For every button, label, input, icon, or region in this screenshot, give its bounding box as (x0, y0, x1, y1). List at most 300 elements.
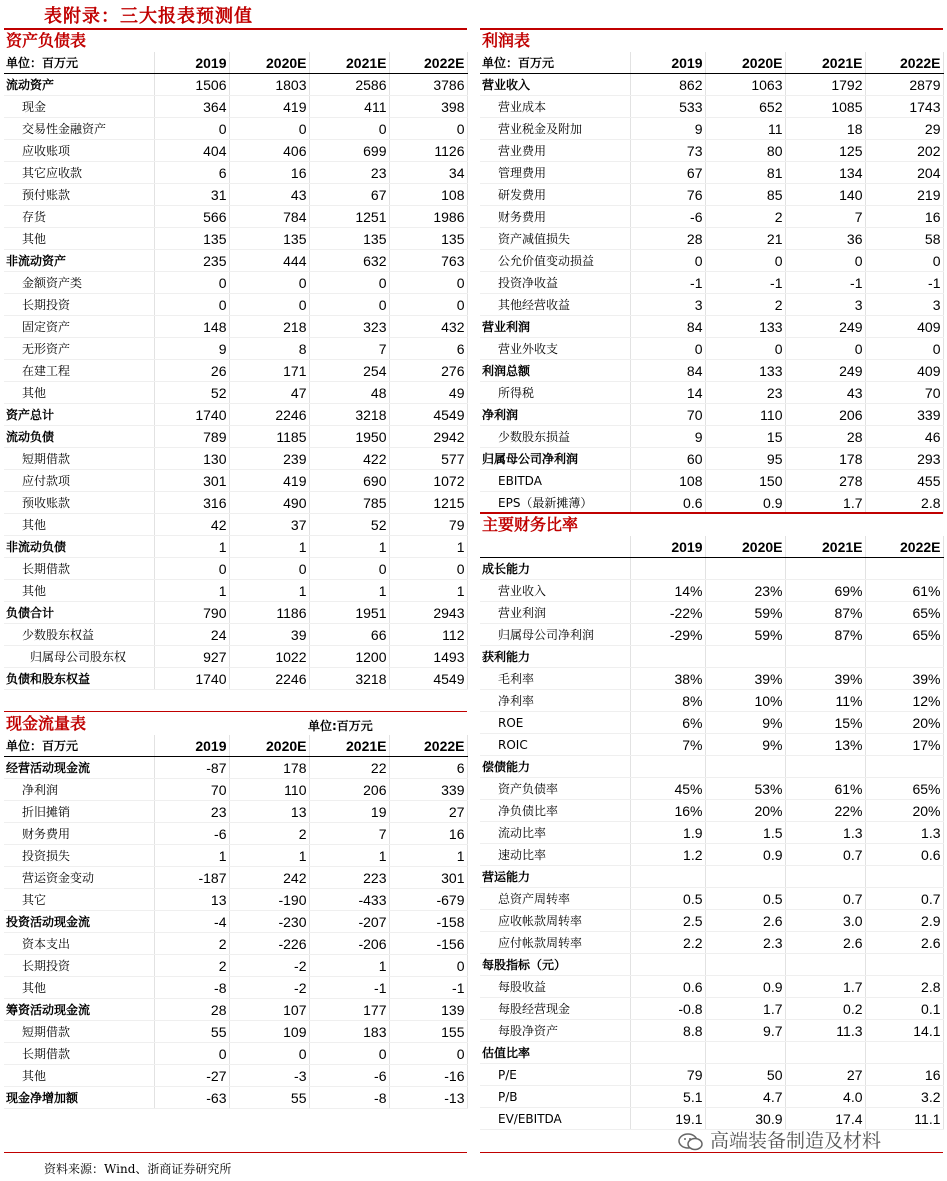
row-label: 管理费用 (480, 162, 630, 184)
table-row (4, 96, 467, 118)
table-row (4, 536, 467, 558)
row-label: 总资产周转率 (480, 888, 630, 910)
row-label: 营运资金变动 (4, 867, 154, 889)
cell-value: 31 (154, 184, 229, 206)
row-label: 其他 (4, 382, 154, 404)
cell-value: -156 (389, 933, 467, 955)
cell-value: 6 (389, 757, 467, 779)
row-label: ROIC (480, 734, 630, 756)
cell-value: 316 (154, 492, 229, 514)
row-label: 净负债比率 (480, 800, 630, 822)
cell-value: 0 (309, 558, 389, 580)
table-row (4, 272, 467, 294)
row-label: 其他 (4, 514, 154, 536)
table-row (480, 228, 943, 250)
unit-label (480, 536, 630, 558)
income-statement-panel (480, 28, 943, 514)
cell-value: 42 (154, 514, 229, 536)
cell-value: 16 (865, 206, 943, 228)
cell-value: 84 (630, 360, 705, 382)
cell-value: 9% (705, 712, 785, 734)
cell-value: 0 (154, 118, 229, 140)
cell-value: 3.2 (865, 1086, 943, 1108)
cell-value: 28 (630, 228, 705, 250)
cell-value: 218 (229, 316, 309, 338)
cell-value: 254 (309, 360, 389, 382)
cell-value: 70 (154, 779, 229, 801)
table-row (4, 646, 467, 668)
ratios-panel (480, 512, 943, 1130)
cell-value: 0.7 (785, 844, 865, 866)
cell-value: 1 (309, 536, 389, 558)
cell-value: 2246 (229, 404, 309, 426)
table-row (480, 118, 943, 140)
cell-value: -1 (630, 272, 705, 294)
table-row (480, 690, 943, 712)
cell-value: 404 (154, 140, 229, 162)
cell-value: 0 (389, 558, 467, 580)
cell-value: 6% (630, 712, 705, 734)
cell-value: 2 (154, 933, 229, 955)
cell-value: 134 (785, 162, 865, 184)
cell-value (705, 756, 785, 778)
table-row (4, 426, 467, 448)
year-header: 2022E (389, 52, 467, 74)
cell-value: 23% (705, 580, 785, 602)
table-row (480, 998, 943, 1020)
cell-value: -2 (229, 977, 309, 999)
cell-value: 20% (865, 800, 943, 822)
row-label: 速动比率 (480, 844, 630, 866)
row-label: 所得税 (480, 382, 630, 404)
page-title: 表附录：三大报表预测值 (44, 6, 253, 27)
cell-value: 533 (630, 96, 705, 118)
table-row (4, 184, 467, 206)
cell-value: -207 (309, 911, 389, 933)
cell-value: 1 (309, 955, 389, 977)
cell-value: 53% (705, 778, 785, 800)
cell-value: -6 (309, 1065, 389, 1087)
cell-value: 0.6 (630, 976, 705, 998)
source-note: 资料来源：Wind、浙商证券研究所 (44, 1162, 232, 1176)
table-row (480, 74, 943, 96)
table-row (4, 933, 467, 955)
cell-value: 9% (705, 734, 785, 756)
cell-value: 1493 (389, 646, 467, 668)
cell-value: 21 (705, 228, 785, 250)
cell-value (785, 866, 865, 888)
cell-value: 1950 (309, 426, 389, 448)
cell-value: 204 (865, 162, 943, 184)
cell-value: 2 (154, 955, 229, 977)
table-row (480, 448, 943, 470)
cell-value: 110 (229, 779, 309, 801)
cell-value: -29% (630, 624, 705, 646)
cell-value: 1063 (705, 74, 785, 96)
row-label: 在建工程 (4, 360, 154, 382)
cell-value: 784 (229, 206, 309, 228)
year-header: 2020E (229, 52, 309, 74)
table-row (4, 206, 467, 228)
cell-value: 2.8 (865, 976, 943, 998)
table-row (4, 1043, 467, 1065)
cell-value: 39 (229, 624, 309, 646)
cell-value: 0.5 (630, 888, 705, 910)
table-row (4, 360, 467, 382)
cell-value: 135 (309, 228, 389, 250)
row-label: 无形资产 (4, 338, 154, 360)
cell-value: 0 (154, 1043, 229, 1065)
cell-value: 27 (785, 1064, 865, 1086)
row-label: 其它应收款 (4, 162, 154, 184)
cell-value: 1 (229, 845, 309, 867)
table-row (480, 206, 943, 228)
cell-value: 69% (785, 580, 865, 602)
table-row (480, 316, 943, 338)
cell-value: 0 (389, 272, 467, 294)
cell-value (785, 954, 865, 976)
cell-value: 20% (705, 800, 785, 822)
cell-value: -8 (309, 1087, 389, 1109)
header-row (4, 52, 467, 74)
row-label: EBITDA (480, 470, 630, 492)
cell-value: 278 (785, 470, 865, 492)
cell-value: 50 (705, 1064, 785, 1086)
cell-value (630, 756, 705, 778)
row-label: 获利能力 (480, 646, 630, 668)
row-label: 应付款项 (4, 470, 154, 492)
cell-value: 2.8 (865, 492, 943, 514)
cell-value: 0 (705, 338, 785, 360)
cell-value: 48 (309, 382, 389, 404)
row-label: 其他经营收益 (480, 294, 630, 316)
row-label: 营业收入 (480, 74, 630, 96)
table-row (480, 140, 943, 162)
cell-value: 61% (785, 778, 865, 800)
cell-value: 23 (154, 801, 229, 823)
year-header: 2021E (309, 735, 389, 757)
cell-value: 177 (309, 999, 389, 1021)
table-row (4, 514, 467, 536)
row-label: 每股收益 (480, 976, 630, 998)
table-row (480, 294, 943, 316)
cell-value (865, 1042, 943, 1064)
cell-value: 1986 (389, 206, 467, 228)
table-row (480, 778, 943, 800)
year-header: 2022E (865, 52, 943, 74)
table-row (480, 910, 943, 932)
cell-value: 0 (705, 250, 785, 272)
cell-value: 45% (630, 778, 705, 800)
cell-value: 3218 (309, 668, 389, 690)
cell-value: 0 (229, 272, 309, 294)
cell-value: 444 (229, 250, 309, 272)
cell-value: 178 (229, 757, 309, 779)
cell-value: -27 (154, 1065, 229, 1087)
cell-value: -3 (229, 1065, 309, 1087)
year-header: 2021E (309, 52, 389, 74)
cell-value: 242 (229, 867, 309, 889)
cell-value: 108 (389, 184, 467, 206)
cell-value: 339 (389, 779, 467, 801)
row-label: 归属母公司股东权 (4, 646, 154, 668)
row-label: 筹资活动现金流 (4, 999, 154, 1021)
cell-value: 1186 (229, 602, 309, 624)
table-row (4, 228, 467, 250)
cell-value: 3218 (309, 404, 389, 426)
cell-value: 2 (229, 823, 309, 845)
cell-value: 432 (389, 316, 467, 338)
cell-value: 690 (309, 470, 389, 492)
table-row (480, 558, 943, 580)
cell-value: 0.7 (785, 888, 865, 910)
cell-value: 206 (785, 404, 865, 426)
cell-value: 60 (630, 448, 705, 470)
table-row (480, 800, 943, 822)
cell-value: 36 (785, 228, 865, 250)
table-row (4, 338, 467, 360)
row-label: 折旧摊销 (4, 801, 154, 823)
table-row (480, 470, 943, 492)
cell-value: 87% (785, 624, 865, 646)
unit-label: 单位：百万元 (480, 52, 630, 74)
cell-value: 1 (154, 845, 229, 867)
row-label: 长期投资 (4, 294, 154, 316)
cell-value: 18 (785, 118, 865, 140)
cell-value: 4.0 (785, 1086, 865, 1108)
cell-value: 2.2 (630, 932, 705, 954)
row-label: 营运能力 (480, 866, 630, 888)
cell-value: 1.7 (785, 492, 865, 514)
header-row (480, 52, 943, 74)
row-label: P/B (480, 1086, 630, 1108)
table-row (480, 734, 943, 756)
table-row (4, 118, 467, 140)
row-label: 应付帐款周转率 (480, 932, 630, 954)
cell-value: 39% (785, 668, 865, 690)
cell-value: 9 (630, 426, 705, 448)
cell-value: 80 (705, 140, 785, 162)
table-row (4, 74, 467, 96)
cell-value: 140 (785, 184, 865, 206)
cell-value: -158 (389, 911, 467, 933)
table-row (4, 602, 467, 624)
cell-value: 22 (309, 757, 389, 779)
cell-value (705, 866, 785, 888)
watermark-text: 高端装备制造及材料 (710, 1130, 882, 1152)
row-label: 其它 (4, 889, 154, 911)
cell-value: 2246 (229, 668, 309, 690)
cell-value (785, 558, 865, 580)
cell-value: 16% (630, 800, 705, 822)
cell-value: 2.5 (630, 910, 705, 932)
table-row (480, 668, 943, 690)
cell-value: 1506 (154, 74, 229, 96)
row-label: 其他 (4, 228, 154, 250)
income-statement-table (480, 52, 944, 514)
cell-value: 73 (630, 140, 705, 162)
row-label: 毛利率 (480, 668, 630, 690)
cell-value: 14 (630, 382, 705, 404)
cell-value: 7% (630, 734, 705, 756)
cell-value: 38% (630, 668, 705, 690)
cell-value: 0 (785, 338, 865, 360)
row-label: P/E (480, 1064, 630, 1086)
table-row (480, 492, 943, 514)
cell-value: 150 (705, 470, 785, 492)
cell-value: 409 (865, 316, 943, 338)
row-label: 少数股东权益 (4, 624, 154, 646)
row-label: 长期借款 (4, 1043, 154, 1065)
cell-value: 1 (154, 580, 229, 602)
cell-value: -230 (229, 911, 309, 933)
row-label: 每股指标（元） (480, 954, 630, 976)
cell-value: 1085 (785, 96, 865, 118)
year-header: 2019 (154, 52, 229, 74)
row-label: 净利润 (480, 404, 630, 426)
cell-value: 1 (309, 580, 389, 602)
cell-value: 9 (154, 338, 229, 360)
cell-value: 1 (389, 580, 467, 602)
ratios-title: 主要财务比率 (482, 515, 579, 534)
cell-value: 1022 (229, 646, 309, 668)
cell-value: 1740 (154, 404, 229, 426)
cell-value: 490 (229, 492, 309, 514)
cell-value: 301 (389, 867, 467, 889)
cell-value: 6 (389, 338, 467, 360)
cell-value: 3 (865, 294, 943, 316)
cell-value: -1 (309, 977, 389, 999)
row-label: 预收账款 (4, 492, 154, 514)
row-label: 其他 (4, 580, 154, 602)
year-header: 2019 (630, 536, 705, 558)
cell-value: 699 (309, 140, 389, 162)
cell-value: 1.3 (785, 822, 865, 844)
cell-value: -16 (389, 1065, 467, 1087)
row-label: 金额资产类 (4, 272, 154, 294)
header-row (480, 536, 943, 558)
cell-value: 47 (229, 382, 309, 404)
cell-value: 0 (309, 272, 389, 294)
cell-value: 5.1 (630, 1086, 705, 1108)
row-label: 短期借款 (4, 448, 154, 470)
cell-value: 1.7 (705, 998, 785, 1020)
row-label: 少数股东损益 (480, 426, 630, 448)
cell-value (865, 558, 943, 580)
cell-value: 6 (154, 162, 229, 184)
cell-value: 1792 (785, 74, 865, 96)
cell-value: -190 (229, 889, 309, 911)
cell-value (785, 646, 865, 668)
cell-value: 139 (389, 999, 467, 1021)
cell-value: -22% (630, 602, 705, 624)
row-label: 现金 (4, 96, 154, 118)
cell-value: 8 (229, 338, 309, 360)
cell-value: 66 (309, 624, 389, 646)
table-row (4, 999, 467, 1021)
cell-value: 927 (154, 646, 229, 668)
row-label: 营业利润 (480, 602, 630, 624)
cell-value (705, 1042, 785, 1064)
cell-value: 0 (154, 272, 229, 294)
cell-value: 112 (389, 624, 467, 646)
row-label: 流动负债 (4, 426, 154, 448)
cell-value: 10% (705, 690, 785, 712)
cell-value: 107 (229, 999, 309, 1021)
cell-value (630, 866, 705, 888)
cell-value: 419 (229, 470, 309, 492)
row-label: 现金净增加额 (4, 1087, 154, 1109)
cell-value: 79 (630, 1064, 705, 1086)
table-row (4, 801, 467, 823)
table-row (480, 888, 943, 910)
cell-value: 1 (229, 580, 309, 602)
cell-value: -13 (389, 1087, 467, 1109)
cell-value: 1251 (309, 206, 389, 228)
table-row (4, 404, 467, 426)
cell-value: 59% (705, 624, 785, 646)
cell-value: 0 (389, 294, 467, 316)
cell-value: 1 (154, 536, 229, 558)
cell-value: 3.0 (785, 910, 865, 932)
table-row (4, 492, 467, 514)
cell-value: -6 (630, 206, 705, 228)
row-label: 负债和股东权益 (4, 668, 154, 690)
cell-value: 2586 (309, 74, 389, 96)
cell-value: 2.6 (785, 932, 865, 954)
cell-value: 323 (309, 316, 389, 338)
table-row (480, 250, 943, 272)
row-label: ROE (480, 712, 630, 734)
cell-value: 206 (309, 779, 389, 801)
cell-value: 79 (389, 514, 467, 536)
row-label: 归属母公司净利润 (480, 624, 630, 646)
cell-value: 19 (309, 801, 389, 823)
table-row (480, 756, 943, 778)
cell-value: 8% (630, 690, 705, 712)
cell-value: 87% (785, 602, 865, 624)
cell-value: 8.8 (630, 1020, 705, 1042)
balance-sheet-panel (4, 28, 467, 690)
table-row (4, 1021, 467, 1043)
cell-value: 0 (865, 338, 943, 360)
cell-value: -8 (154, 977, 229, 999)
table-row (480, 184, 943, 206)
cell-value: -1 (785, 272, 865, 294)
year-header: 2020E (705, 52, 785, 74)
row-label: 净利润 (4, 779, 154, 801)
cell-value (785, 1042, 865, 1064)
row-label: 投资活动现金流 (4, 911, 154, 933)
cell-value: -206 (309, 933, 389, 955)
cell-value: 1 (389, 536, 467, 558)
table-row (480, 1020, 943, 1042)
cell-value: 1740 (154, 668, 229, 690)
cell-value: 202 (865, 140, 943, 162)
cell-value: 59% (705, 602, 785, 624)
cell-value: 0 (630, 338, 705, 360)
cell-value: 16 (229, 162, 309, 184)
balance-sheet-title: 资产负债表 (6, 31, 87, 50)
cell-value: 70 (630, 404, 705, 426)
cell-value: 406 (229, 140, 309, 162)
cell-value: -63 (154, 1087, 229, 1109)
cell-value: 4.7 (705, 1086, 785, 1108)
row-label: 投资损失 (4, 845, 154, 867)
table-row (4, 668, 467, 690)
cell-value: 2 (705, 294, 785, 316)
cell-value: 130 (154, 448, 229, 470)
